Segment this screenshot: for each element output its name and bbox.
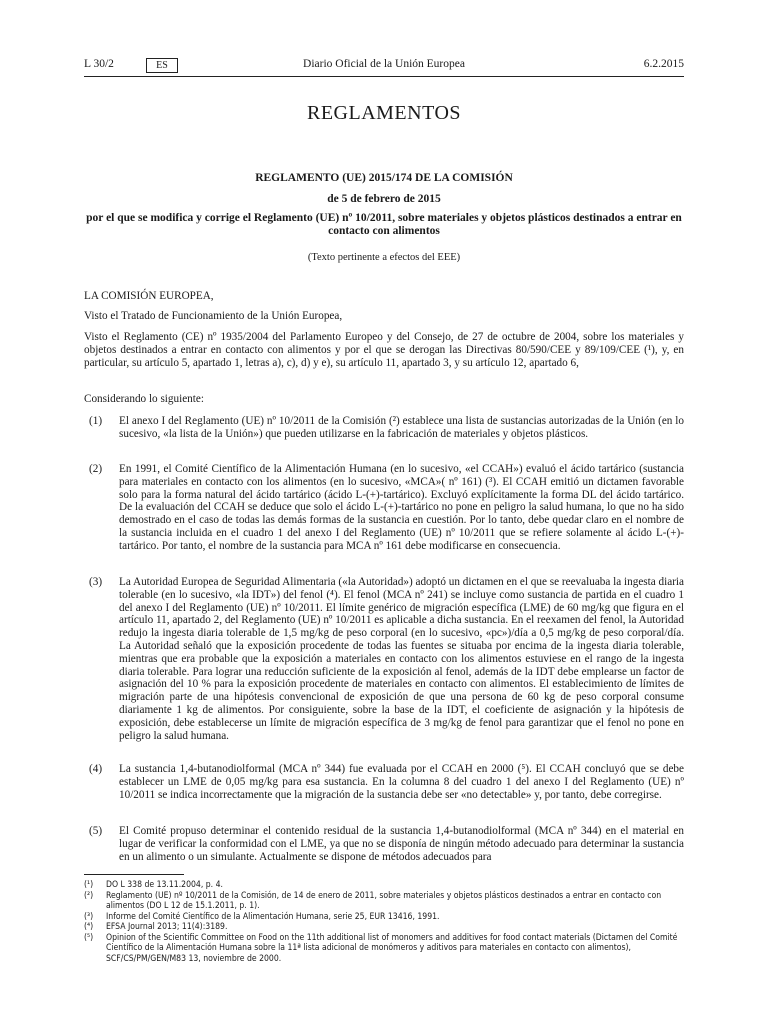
recital-number: (5)	[89, 825, 103, 837]
footnote	[84, 922, 684, 933]
footnote-text: Informe del Comité Científico de la Alimentación Humana, serie 25, EUR 13416, 1991.	[106, 911, 440, 922]
recital-text: La Autoridad Europea de Seguridad Alimentaria («la Autoridad») adoptó un dictamen en el que se reevaluaba la ingesta diaria tolerable (en lo sucesivo, «la IDT») del fenol (⁴). El fenol (MCA nº 241) se incluye como sustancia de partida en el cuadro 1 del anexo I del Reglamento (UE) nº 10/2011. El límite genérico de migración específica (LME) de 60 mg/kg que figura en el artículo 11, apartado 2, del Reglamento (UE) nº 10/2011 es aplicable a dicha sustancia. En el reexamen del fenol, la Autoridad redujo la ingesta diaria tolerable de 1,5 mg/kg de peso corporal (en lo sucesivo, «pc»)/día a 0,5 mg/kg de peso corporal/día. La Autoridad señaló que la exposición procedente de todas las fuentes se situaba por encima de la ingesta diaria tolerable, mientras que era probable que la exposición a materiales en contacto con los alimentos estuviese en el rango de la ingesta diaria tolerable. Para lograr una reducción suficiente de la exposición al fenol, además de la IDT debe emplearse un factor de asignación del 10 % para la exposición procedente de materiales en contacto con alimentos. El establecimiento de límites de migración parte de una hipótesis convencional de exposición de que una persona de 60 kg de peso corporal consume diariamente 1 kg de alimentos. Por consiguiente, sobre la base de la IDT, el coeficiente de asignación y la hipótesis de exposición, debe establecerse un límite de migración específica de 3 mg/kg de fenol para garantizar que el fenol no pone en peligro la salud humana.	[119, 576, 684, 742]
footnote	[84, 912, 684, 923]
intro-commission: LA COMISIÓN EUROPEA,	[84, 290, 214, 302]
regulation-date: de 5 de febrero de 2015	[327, 193, 441, 205]
recital-text: En 1991, el Comité Científico de la Alimentación Humana (en lo sucesivo, «el CCAH») evaluó el ácido tartárico (sustancia para materiales en contacto con los alimentos (en lo sucesivo, «MCA»( nº 161) (³). El CCAH emitió un dictamen favorable solo para la forma natural del ácido tartárico (ácido L-(+)-tartárico). Excluyó explícitamente la forma DL del ácido tartárico. De la evaluación del CCAH se deduce que solo el ácido L-(+)-tartárico no pone en peligro la salud humana, lo que no ha sido demostrado en el caso de todas las demás formas de la sustancia en cuestión. Por lo tanto, debe quedar claro en el nombre de la sustancia incluida en el cuadro 1 del anexo I del Reglamento (UE) nº 10/2011 que se refiere solamente al ácido L-(+)-tartárico. Por tanto, el nombre de la sustancia para MCA nº 161 debe modificarse en consecuencia.	[119, 463, 684, 552]
publication-date: 6.2.2015	[643, 58, 684, 70]
intro-treaty: Visto el Tratado de Funcionamiento de la Unión Europea,	[84, 310, 343, 322]
recital-number: (2)	[89, 463, 103, 475]
footnote-text: EFSA Journal 2013; 11(4):3189.	[106, 922, 228, 932]
recital-text: La sustancia 1,4-butanodiolformal (MCA nº 344) fue evaluada por el CCAH en 2000 (⁵). El CCAH concluyó que se debe establecer un LME de 0,05 mg/kg para esa sustancia. En la columna 8 del cuadro 1 del anexo I del Reglamento (UE) nº 10/2011 se indica incorrectamente que la migración de la sustancia debe ser «no detectable» y, por tanto, debe corregirse.	[119, 763, 684, 801]
footnote	[84, 891, 684, 912]
page-reference: L 30/2	[84, 58, 114, 70]
intro-regulation: Visto el Reglamento (CE) nº 1935/2004 del Parlamento Europeo y del Consejo, de 27 de octubre de 2004, sobre los materiales y objetos destinados a entrar en contacto con alimentos y por el que se derogan las Directivas 80/590/CEE y 89/109/CEE (¹), y, en particular, su artículo 5, apartado 1, letras a), c), d) y e), su artículo 11, apartado 3, y su artículo 12, apartado 6,	[84, 331, 684, 369]
regulation-subject: por el que se modifica y corrige el Reglamento (UE) nº 10/2011, sobre materiales y objetos plásticos destinados a entrar en contacto con alimentos	[86, 212, 682, 237]
recital-number: (3)	[89, 576, 103, 588]
footnote-number: (¹)	[84, 880, 94, 890]
footnote-number: (⁴)	[84, 922, 94, 932]
recital-number: (1)	[89, 415, 103, 427]
section-title: REGLAMENTOS	[306, 102, 462, 124]
recital-number: (4)	[89, 763, 103, 775]
regulation-title: REGLAMENTO (UE) 2015/174 DE LA COMISIÓN	[255, 172, 513, 184]
footnotes	[84, 880, 684, 964]
footnote	[84, 880, 684, 891]
recital-text: El Comité propuso determinar el contenido residual de la sustancia 1,4-butanodiolformal (MCA nº 344) en el material en lugar de verificar la conformidad con el LME, ya que no se disponía de ningún método adecuado para determinar la sustancia en un alimento o un simulante. Actualmente se dispone de métodos adecuados para	[119, 825, 684, 863]
footnote	[84, 933, 684, 965]
eee-note: (Texto pertinente a efectos del EEE)	[307, 252, 461, 263]
footnote-number: (²)	[84, 890, 94, 901]
footnote-rule	[84, 874, 184, 875]
footnote-text: Reglamento (UE) nº 10/2011 de la Comisión, de 14 de enero de 2011, sobre materiales y objetos plásticos destinados a entrar en contacto con alimentos (DO L 12 de 15.1.2011, p. 1).	[106, 890, 662, 911]
journal-title: Diario Oficial de la Unión Europea	[303, 58, 465, 70]
intro-considering: Considerando lo siguiente:	[84, 393, 204, 405]
header-rule	[84, 76, 684, 77]
footnote-number: (⁵)	[84, 932, 94, 943]
footnote-text: DO L 338 de 13.11.2004, p. 4.	[106, 880, 223, 890]
recital-text: El anexo I del Reglamento (UE) nº 10/2011 de la Comisión (²) establece una lista de sustancias autorizadas de la Unión (en lo sucesivo, «la lista de la Unión») que pueden utilizarse en la fabricación de materiales y objetos plásticos.	[119, 415, 684, 440]
footnote-number: (³)	[84, 911, 94, 922]
page-header	[84, 58, 684, 76]
language-badge: ES	[146, 58, 178, 73]
footnote-text: Opinion of the Scientific Committee on Food on the 11th additional list of monomers and additives for food contact materials (Dictamen del Comité Científico de la Alimentación Humana sobre la 11ª lista adicional de monómeros y aditivos para materiales en contacto con alimentos), SCF/CS/PM/GEN/M83 13, noviembre de 2000.	[106, 932, 678, 964]
